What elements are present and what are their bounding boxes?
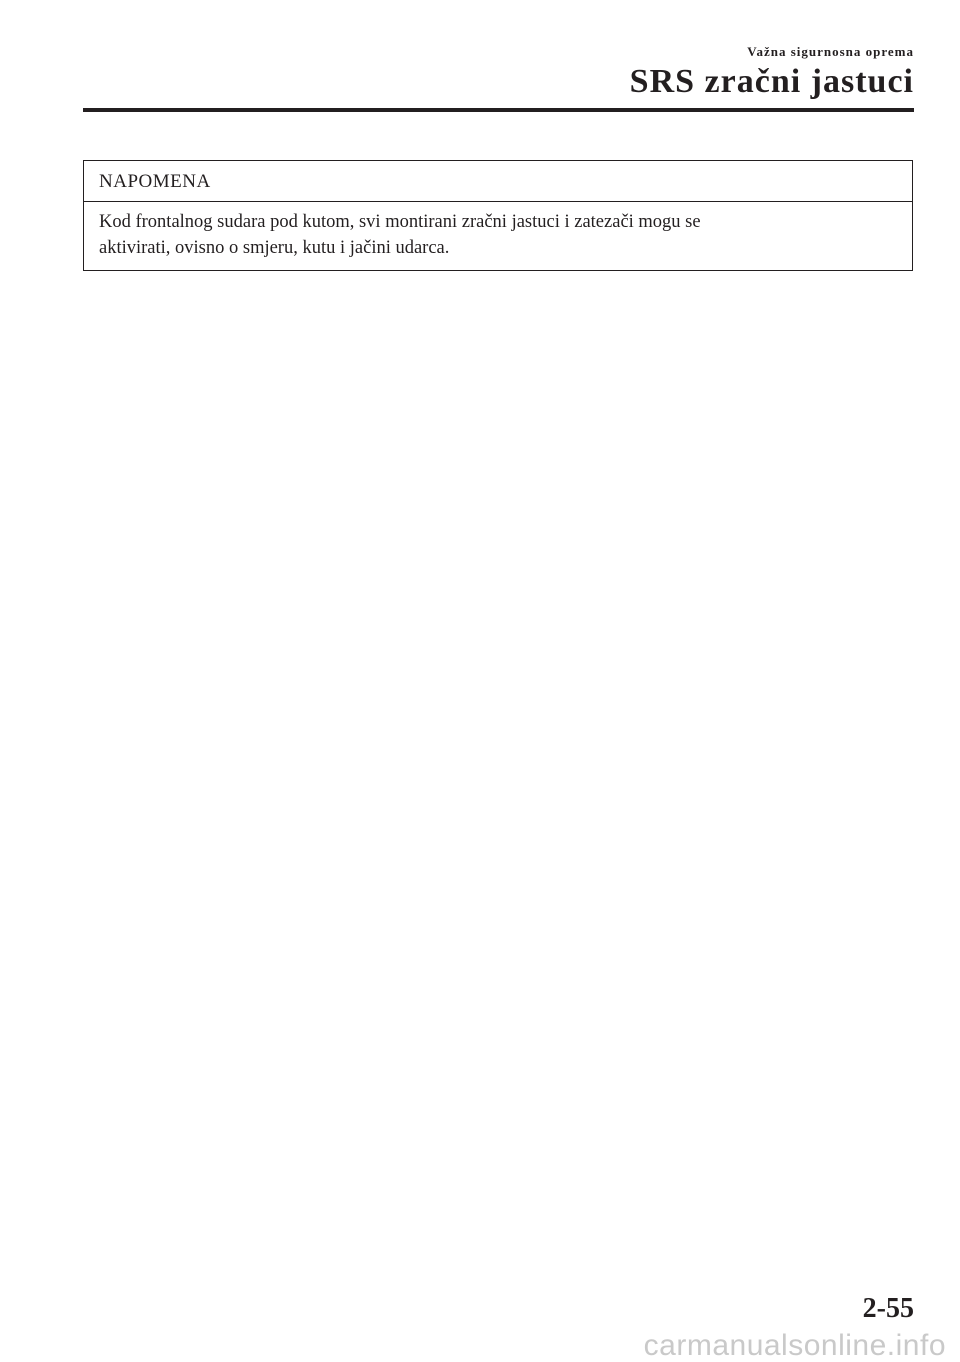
note-line: Kod frontalnog sudara pod kutom, svi montirani zračni jastuci i zatezači mogu se [99,212,701,232]
note-body [84,202,912,270]
page-number: 2-55 [862,1293,914,1324]
watermark: carmanualsonline.info [643,1329,946,1362]
section-label: Važna sigurnosna oprema [747,44,914,59]
note-box [83,160,913,271]
chapter-title: SRS zračni jastuci [629,63,914,100]
page-header [630,44,914,102]
header-rule [83,108,914,112]
note-line: aktivirati, ovisno o smjeru, kutu i jačini udarca. [99,238,450,258]
note-heading: NAPOMENA [84,161,912,202]
